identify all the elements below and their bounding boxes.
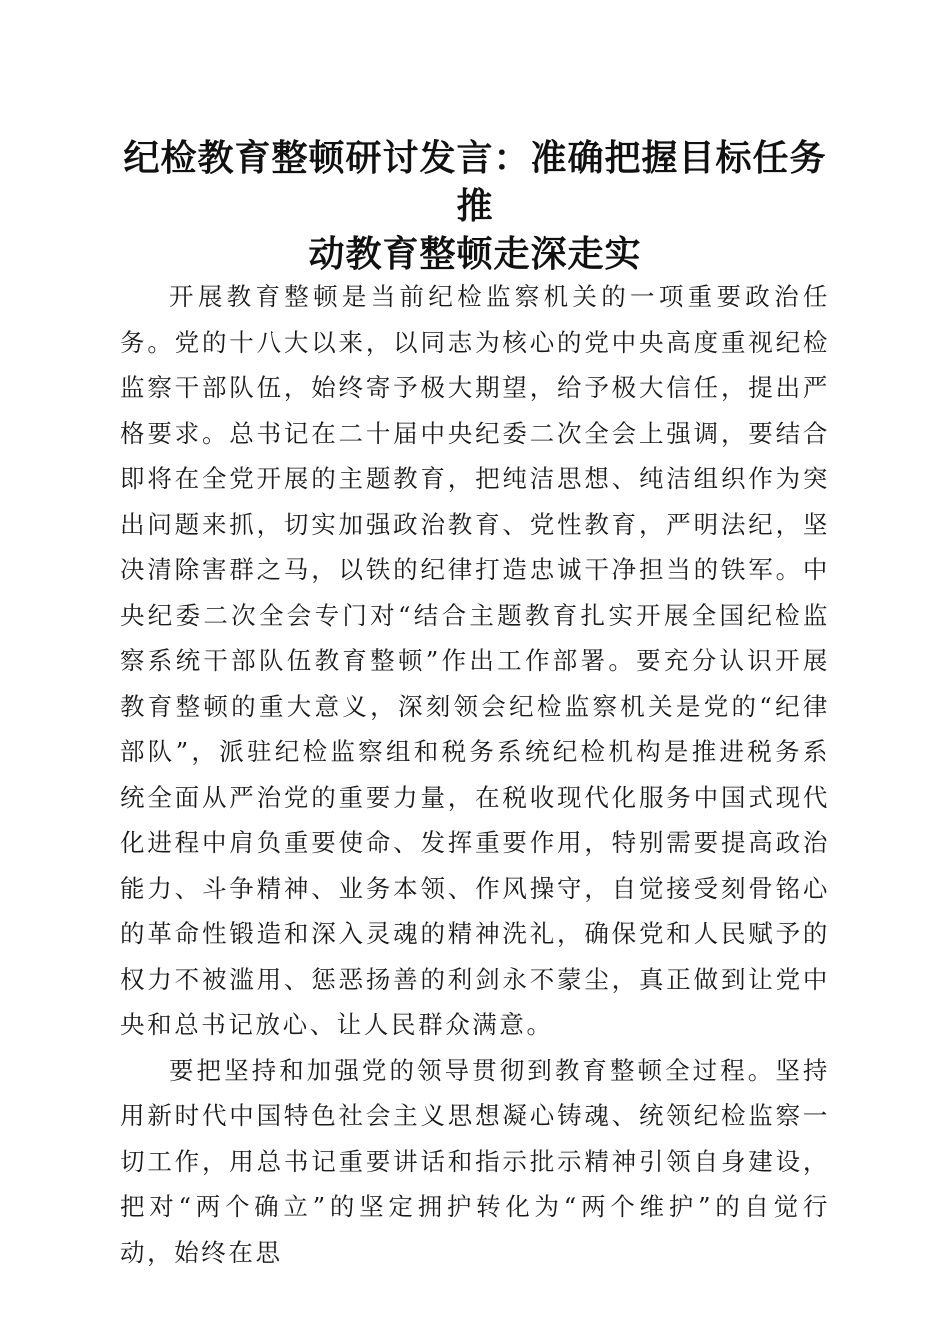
document-body	[120, 274, 830, 1275]
title-line-1: 纪检教育整顿研讨发言：准确把握目标任务推	[123, 137, 827, 227]
paragraph: 开展教育整顿是当前纪检监察机关的一项重要政治任务。党的十八大以来，以同志为核心的党中央高度重视纪检监察干部队伍，始终寄予极大期望，给予极大信任，提出严格要求。总书记在二十届中央纪委二次全会上强调，要结合即将在全党开展的主题教育，把纯洁思想、纯洁组织作为突出问题来抓，切实加强政治教育、党性教育，严明法纪，坚决清除害群之马，以铁的纪律打造忠诚干净担当的铁军。中央纪委二次全会专门对“结合主题教育扎实开展全国纪检监察系统干部队伍教育整顿”作出工作部署。要充分认识开展教育整顿的重大意义，深刻领会纪检监察机关是党的“纪律部队”，派驻纪检监察组和税务系统纪检机构是推进税务系统全面从严治党的重要力量，在税收现代化服务中国式现代化进程中肩负重要使命、发挥重要作用，特别需要提高政治能力、斗争精神、业务本领、作风操守，自觉接受刻骨铭心的革命性锻造和深入灵魂的精神洗礼，确保党和人民赋予的权力不被滥用、惩恶扬善的利剑永不蒙尘，真正做到让党中央和总书记放心、让人民群众满意。	[120, 282, 830, 1039]
title-line-2: 动教育整顿走深走实	[308, 233, 642, 275]
document-title	[110, 134, 840, 278]
paragraph: 要把坚持和加强党的领导贯彻到教育整顿全过程。坚持用新时代中国特色社会主义思想凝心铸魂、统领纪检监察一切工作，用总书记重要讲话和指示批示精神引领自身建设，把对“两个确立”的坚定拥护转化为“两个维护”的自觉行动，始终在思	[120, 1055, 830, 1267]
